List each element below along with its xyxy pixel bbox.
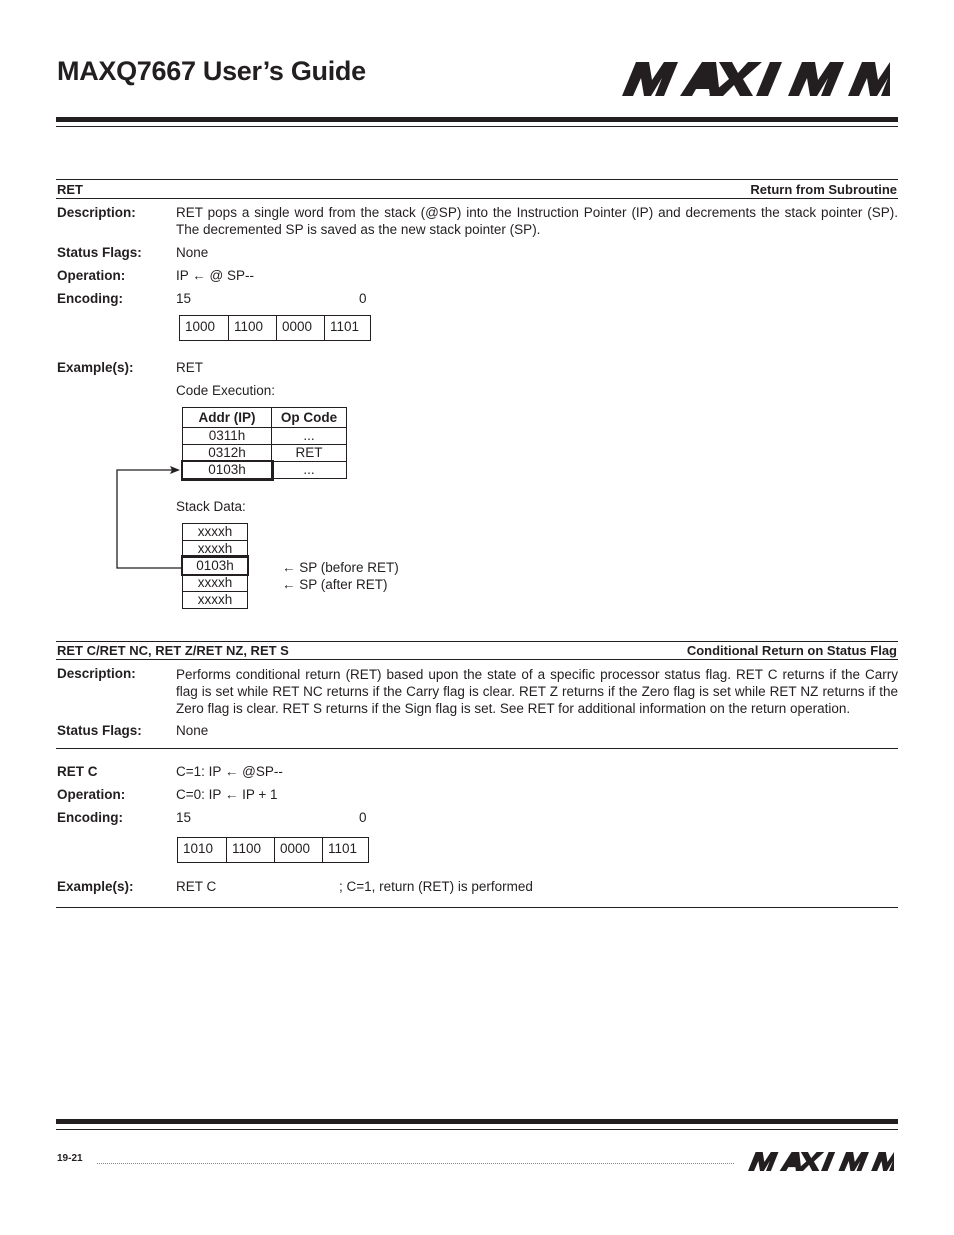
variant-mnemonic: RET C <box>57 764 98 779</box>
example-code: RET <box>176 360 203 375</box>
table-cell: ... <box>272 428 347 445</box>
status-flags-value: None <box>176 723 209 738</box>
footer-rule-thick <box>56 1119 898 1124</box>
example-code: RET C <box>176 879 217 894</box>
description-text: RET pops a single word from the stack (@SP) into the Instruction Pointer (IP) and decrements the stack pointer (SP). The decremented SP is saved as the new stack pointer (SP). <box>176 205 898 237</box>
operation-value: IP ← @ SP-- <box>176 268 254 283</box>
subsection-rule <box>56 748 898 749</box>
stack-entry: xxxxh <box>197 524 233 539</box>
encoding-label: Encoding: <box>57 291 123 306</box>
encoding-bits <box>179 315 371 341</box>
encoding-nibble: 1000 <box>185 319 216 334</box>
encoding-nibble: 0000 <box>276 316 324 340</box>
instruction-mnemonic: RET C/RET NC, RET Z/RET NZ, RET S <box>57 643 289 658</box>
section-rule <box>56 179 898 180</box>
examples-label: Example(s): <box>57 360 134 375</box>
encoding-bits <box>177 837 369 863</box>
return-arrow <box>110 460 190 580</box>
examples-label: Example(s): <box>57 879 134 894</box>
section-rule <box>56 641 898 642</box>
maxim-logo-footer <box>748 1152 894 1174</box>
stack-entry-highlighted: 0103h <box>183 557 247 574</box>
footer-rule-thin <box>56 1129 898 1130</box>
section-subrule <box>56 659 898 660</box>
encoding-lsb: 0 <box>359 291 367 306</box>
header-rule-thick <box>56 117 898 122</box>
table-cell: 0312h <box>183 445 272 462</box>
instruction-name: Return from Subroutine <box>750 182 897 197</box>
status-flags-label: Status Flags: <box>57 245 142 260</box>
stack-entry: xxxxh <box>183 591 247 608</box>
section-end-rule <box>56 907 898 908</box>
description-text: Performs conditional return (RET) based upon the state of a specific processor status flag. RET C returns if the Carry flag is set while RET NC returns if the Carry flag is clear. RET Z returns if the Zero flag is set while RET NZ returns if the Zero flag is clear. RET S returns if the Sign flag is set. See RET for additional information on the return operation. <box>176 667 898 716</box>
status-flags-label: Status Flags: <box>57 723 142 738</box>
encoding-msb: 15 <box>176 291 192 306</box>
instruction-name: Conditional Return on Status Flag <box>686 643 897 658</box>
maxim-logo <box>622 62 890 99</box>
table-cell: 0311h <box>183 428 272 445</box>
description-label: Description: <box>57 666 136 681</box>
table-cell: ... <box>272 462 347 479</box>
encoding-nibble: 1101 <box>322 838 368 862</box>
operation-label: Operation: <box>57 268 126 283</box>
section-subrule <box>56 198 898 199</box>
stack-entry: xxxxh <box>183 540 247 557</box>
encoding-lsb: 0 <box>359 810 367 825</box>
page-number: 19-21 <box>57 1153 83 1164</box>
stack-diagram <box>182 523 248 609</box>
encoding-nibble: 1101 <box>324 316 370 340</box>
operation-label: Operation: <box>57 787 126 802</box>
encoding-label: Encoding: <box>57 810 123 825</box>
encoding-nibble: 0000 <box>274 838 322 862</box>
encoding-nibble: 1010 <box>183 841 214 856</box>
table-cell-highlighted: 0103h <box>183 462 272 479</box>
stack-entry: xxxxh <box>183 574 247 591</box>
header-rule-thin <box>56 126 898 127</box>
column-header: Addr (IP) <box>183 408 272 428</box>
encoding-nibble: 1100 <box>226 838 274 862</box>
operation-line-1: C=1: IP ← @SP-- <box>176 764 283 779</box>
stack-data-label: Stack Data: <box>176 499 246 514</box>
instruction-mnemonic: RET <box>57 182 83 197</box>
column-header: Op Code <box>272 408 347 428</box>
page-title: MAXQ7667 User’s Guide <box>57 56 366 86</box>
table-cell: RET <box>272 445 347 462</box>
operation-line-2: C=0: IP ← IP + 1 <box>176 787 278 802</box>
description-label: Description: <box>57 205 136 220</box>
sp-before-annotation: ← SP (before RET) <box>282 560 399 575</box>
example-comment: ; C=1, return (RET) is performed <box>339 879 533 894</box>
code-execution-label: Code Execution: <box>176 383 276 398</box>
status-flags-value: None <box>176 245 209 260</box>
footer-dotted-rule <box>97 1163 734 1164</box>
code-execution-table <box>182 407 347 479</box>
encoding-nibble: 1100 <box>228 316 276 340</box>
encoding-msb: 15 <box>176 810 192 825</box>
sp-after-annotation: ← SP (after RET) <box>282 577 388 592</box>
